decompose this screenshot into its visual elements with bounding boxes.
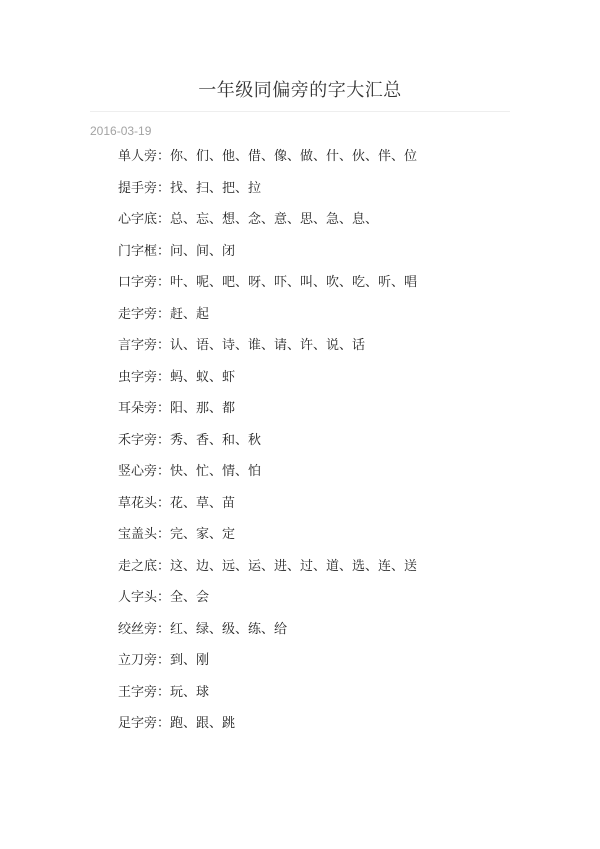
radical-row: 心字底：总、忘、想、念、意、思、急、息、 — [118, 212, 379, 227]
publish-date: 2016-03-19 — [90, 124, 152, 138]
radical-row: 虫字旁：蚂、蚁、虾 — [118, 369, 236, 385]
radical-row: 门字框：问、间、闭 — [118, 243, 236, 259]
title-divider — [90, 111, 510, 112]
radical-row: 耳朵旁：阳、那、都 — [118, 401, 236, 416]
radical-row: 走之底：这、边、远、运、进、过、道、选、连、送 — [118, 558, 418, 574]
radical-row: 竖心旁：快、忙、情、怕 — [118, 464, 262, 479]
page-title: 一年级同偏旁的字大汇总 — [198, 80, 402, 101]
radical-row: 人字头：全、会 — [118, 590, 210, 605]
radical-row: 草花头：花、草、苗 — [118, 495, 236, 511]
radical-row: 王字旁：玩、球 — [118, 684, 210, 700]
radical-row: 走字旁：赶、起 — [118, 306, 210, 322]
radical-row: 禾字旁：秀、香、和、秋 — [118, 432, 262, 448]
radical-row: 足字旁：跑、跟、跳 — [118, 716, 236, 731]
radical-row: 提手旁：找、扫、把、拉 — [118, 180, 262, 196]
radical-row: 宝盖头：完、家、定 — [118, 527, 236, 542]
radical-row: 立刀旁：到、刚 — [118, 653, 210, 668]
radical-list — [118, 144, 417, 743]
radical-row: 绞丝旁：红、绿、级、练、给 — [118, 621, 288, 637]
radical-row: 单人旁：你、们、他、借、像、做、什、伙、伴、位 — [118, 149, 418, 164]
radical-row: 口字旁：叶、呢、吧、呀、吓、叫、吹、吃、听、唱 — [118, 275, 418, 290]
radical-row: 言字旁：认、语、诗、谁、请、许、说、话 — [118, 338, 366, 353]
